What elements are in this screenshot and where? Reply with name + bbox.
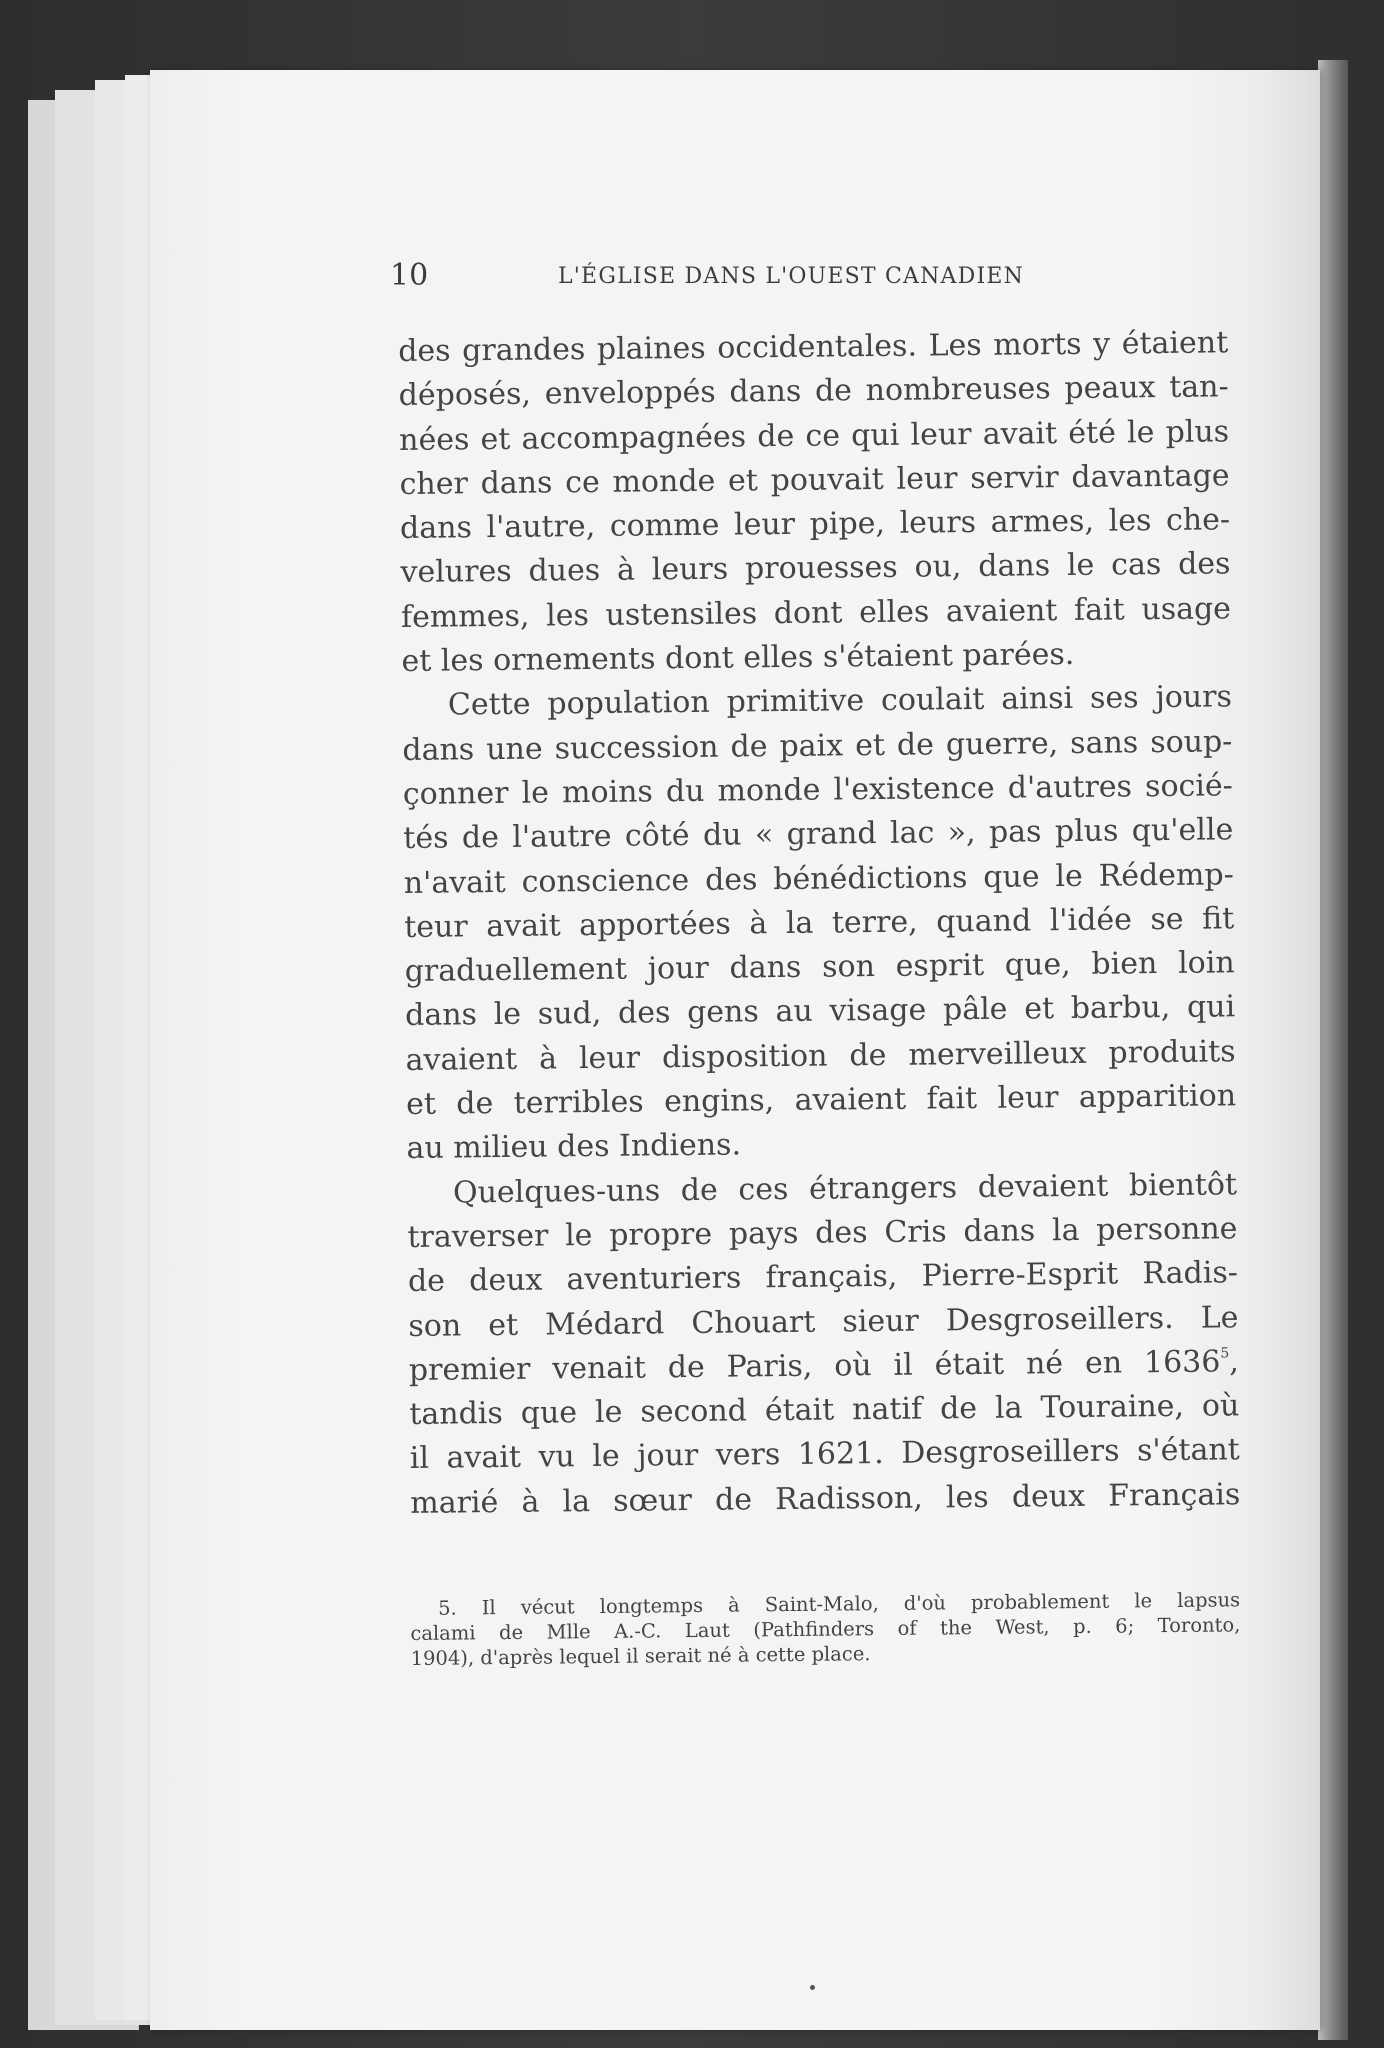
text-line: n'avait conscience des bénédictions que le Rédemp- [403, 856, 1234, 901]
body-text [398, 321, 1240, 1526]
text-line: tandis que le second était natif de la Touraine, où [409, 1388, 1240, 1433]
text-line-fragment: premier venait de Paris, où il était né en 1636 [408, 1344, 1221, 1388]
text-line: nées et accompagnées de ce qui leur avait été le plus [398, 413, 1230, 458]
text-line: femmes, les ustensiles dont elles avaient fait usage [400, 591, 1232, 635]
running-title: L'ÉGLISE DANS L'OUEST CANADIEN [558, 264, 1025, 289]
text-line: et les ornements dont elles s'étaient parées. [401, 637, 1075, 680]
footnote-line: 1904), d'après lequel il serait né à cette place. [410, 1642, 871, 1670]
text-line: et de terribles engins, avaient fait leur apparition [405, 1078, 1237, 1123]
text-line-fragment: , [1229, 1344, 1240, 1380]
binding-shadow [1318, 60, 1348, 2040]
text-line: cher dans ce monde et pouvait leur servir davantage [399, 458, 1230, 502]
text-line: çonner le moins du monde l'existence d'autres socié- [402, 768, 1234, 812]
text-line: il avait vu le jour vers 1621. Desgroseillers s'étant [409, 1432, 1240, 1477]
text-line: Cette population primitive coulait ainsi ses jours [447, 679, 1233, 723]
footnote [410, 1587, 1241, 1671]
text-line: au milieu des Indiens. [406, 1127, 742, 1167]
text-line: graduellement jour dans son esprit que, bien loin [404, 945, 1235, 990]
text-line: dans une succession de paix et de guerre, sans soup- [402, 723, 1233, 768]
page-header [390, 258, 1090, 302]
text-line: traverser le propre pays des Cris dans la personne [407, 1211, 1238, 1255]
text-line: des grandes plaines occidentales. Les morts y étaient [398, 325, 1229, 369]
page-number: 10 [390, 258, 429, 293]
text-line: de deux aventuriers français, Pierre-Esprit Radis- [407, 1255, 1239, 1300]
text-line: Quelques-uns de ces étrangers devaient bientôt [452, 1166, 1238, 1211]
ink-speck [810, 1985, 815, 1990]
text-line: déposés, enveloppés dans de nombreuses peaux tan- [398, 369, 1229, 414]
text-line: tés de l'autre côté du « grand lac », pas plus qu'elle [403, 812, 1234, 857]
text-line: avaient à leur disposition de merveilleux produits [405, 1034, 1236, 1078]
footnote-line: calami de Mlle A.-C. Laut (Pathfinders of the West, p. 6; Toronto, [410, 1613, 1241, 1645]
footnote-line: 5. Il vécut longtemps à Saint-Malo, d'où probablement le lapsus [438, 1588, 1241, 1620]
text-line: dans l'autre, comme leur pipe, leurs armes, les che- [399, 502, 1231, 547]
footnote-reference: 5 [1220, 1345, 1230, 1362]
text-line: marié à la sœur de Radisson, les deux Français [410, 1476, 1241, 1521]
text-line: dans le sud, des gens au visage pâle et barbu, qui [404, 989, 1236, 1034]
text-line: velures dues à leurs prouesses ou, dans le cas des [400, 546, 1231, 591]
text-line: son et Médard Chouart sieur Desgroseillers. Le [408, 1299, 1239, 1344]
text-line: teur avait apportées à la terre, quand l'idée se fit [404, 901, 1235, 945]
